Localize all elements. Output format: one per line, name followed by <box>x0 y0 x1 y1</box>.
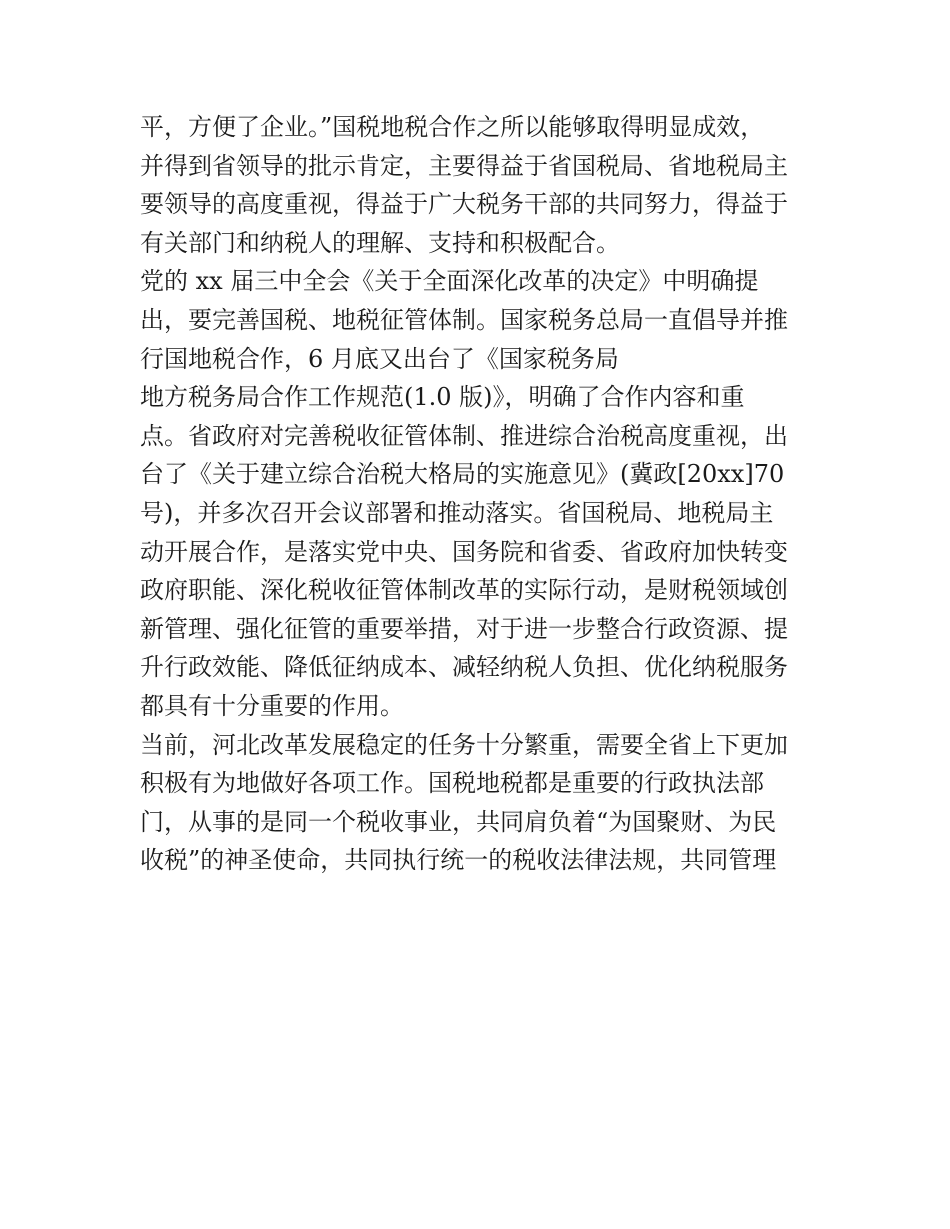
text-line: 政府职能、深化税收征管体制改革的实际行动，是财税领域创 <box>140 576 788 605</box>
text-line: 出，要完善国税、地税征管体制。国家税务总局一直倡导并推 <box>140 305 788 334</box>
text-line: 并得到省领导的批示肯定，主要得益于省国税局、省地税局主 <box>140 151 788 180</box>
text-line: 行国地税合作，6 月底又出台了《国家税务局 <box>140 344 619 373</box>
text-line: 新管理、强化征管的重要举措，对于进一步整合行政资源、提 <box>140 614 788 643</box>
text-line: 党的 xx 届三中全会《关于全面深化改革的决定》中明确提 <box>140 267 759 296</box>
text-line: 号)，并多次召开会议部署和推动落实。省国税局、地税局主 <box>140 498 774 527</box>
text-line: 有关部门和纳税人的理解、支持和积极配合。 <box>140 228 620 257</box>
text-line: 点。省政府对完善税收征管体制、推进综合治税高度重视，出 <box>140 421 788 450</box>
text-line: 地方税务局合作工作规范(1.0 版)》，明确了合作内容和重 <box>140 383 745 412</box>
text-line: 门，从事的是同一个税收事业，共同肩负着“为国聚财、为民 <box>140 807 777 836</box>
text-line: 要领导的高度重视，得益于广大税务干部的共同努力，得益于 <box>140 190 788 219</box>
text-line: 当前，河北改革发展稳定的任务十分繁重，需要全省上下更加 <box>140 730 788 759</box>
text-line: 收税”的神圣使命，共同执行统一的税收法律法规，共同管理 <box>140 846 777 875</box>
text-line: 积极有为地做好各项工作。国税地税都是重要的行政执法部 <box>140 769 764 798</box>
text-line: 升行政效能、降低征纳成本、减轻纳税人负担、优化纳税服务 <box>140 653 788 682</box>
text-line: 都具有十分重要的作用。 <box>140 691 404 720</box>
document-body <box>140 108 820 880</box>
text-line: 台了《关于建立综合治税大格局的实施意见》(冀政[20xx]70 <box>140 460 785 489</box>
text-line: 平，方便了企业。”国税地税合作之所以能够取得明显成效， <box>140 113 765 141</box>
text-line: 动开展合作，是落实党中央、国务院和省委、省政府加快转变 <box>140 537 788 566</box>
